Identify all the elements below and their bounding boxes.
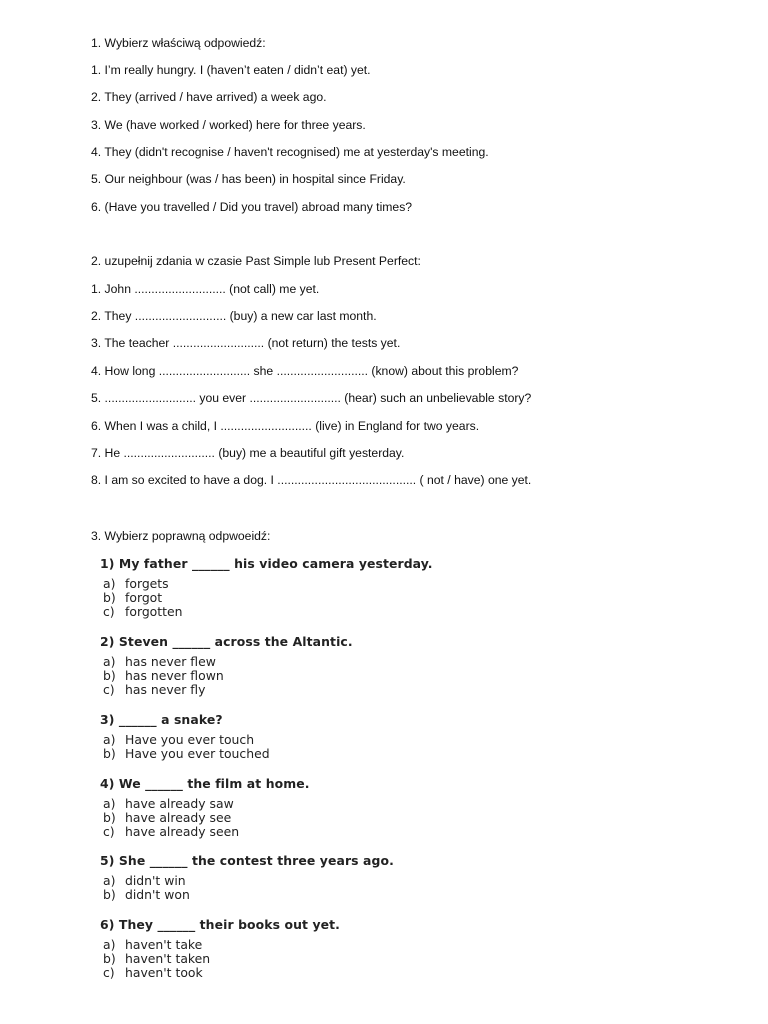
option-letter: c) [103, 824, 115, 839]
section2-item-3: 3. The teacher ........................... (not return) the tests yet. [91, 336, 401, 350]
section1-item-4: 4. They (didn't recognise / haven't recognised) me at yesterday's meeting. [91, 145, 489, 159]
quiz-question-1 [100, 556, 580, 619]
option-text: has never flown [125, 668, 224, 683]
section3-heading: 3. Wybierz poprawną odpwoeidź: [91, 529, 271, 543]
quiz-question-2 [100, 634, 580, 697]
option-letter: a) [103, 796, 116, 811]
answer-option[interactable] [103, 874, 580, 888]
answer-options [103, 577, 580, 619]
option-letter: c) [103, 965, 115, 980]
option-text: Have you ever touched [125, 746, 270, 761]
option-letter: c) [103, 604, 115, 619]
quiz-question-5 [100, 853, 580, 902]
section2-item-7: 7. He ........................... (buy) me a beautiful gift yesterday. [91, 446, 405, 460]
option-letter: b) [103, 590, 116, 605]
section2-item-8: 8. I am so excited to have a dog. I ......................................... ( not / have) one yet. [91, 473, 532, 487]
answer-option[interactable] [103, 577, 580, 591]
option-letter: b) [103, 887, 116, 902]
option-letter: a) [103, 937, 116, 952]
quiz-question-6 [100, 917, 580, 980]
option-letter: b) [103, 668, 116, 683]
section1-item-5: 5. Our neighbour (was / has been) in hospital since Friday. [91, 172, 406, 186]
section2-item-5: 5. ........................... you ever ........................... (hear) such an unbelievable story? [91, 391, 532, 405]
quiz-question-3 [100, 712, 580, 761]
answer-option[interactable] [103, 605, 580, 619]
option-letter: a) [103, 576, 116, 591]
section1-item-3: 3. We (have worked / worked) here for three years. [91, 118, 366, 132]
answer-options [103, 733, 580, 761]
answer-option[interactable] [103, 591, 580, 605]
answer-option[interactable] [103, 888, 580, 902]
section2-item-4: 4. How long ........................... she ........................... (know) about this problem? [91, 364, 519, 378]
answer-option[interactable] [103, 683, 580, 697]
option-letter: b) [103, 951, 116, 966]
answer-option[interactable] [103, 825, 580, 839]
option-letter: a) [103, 732, 116, 747]
option-text: forgotten [125, 604, 183, 619]
answer-options [103, 874, 580, 902]
option-letter: b) [103, 746, 116, 761]
section2-item-6: 6. When I was a child, I ........................... (live) in England for two years. [91, 419, 480, 433]
option-text: haven't taken [125, 951, 211, 966]
option-letter: c) [103, 682, 115, 697]
answer-options [103, 938, 580, 980]
answer-option[interactable] [103, 811, 580, 825]
question-text: 2) Steven ______ across the Altantic. [100, 634, 353, 649]
answer-option[interactable] [103, 655, 580, 669]
option-letter: a) [103, 654, 116, 669]
answer-option[interactable] [103, 952, 580, 966]
option-text: have already seen [125, 824, 240, 839]
option-text: have already saw [125, 796, 234, 811]
option-letter: a) [103, 873, 116, 888]
section1-heading: 1. Wybierz właściwą odpowiedź: [91, 36, 266, 50]
option-text: Have you ever touch [125, 732, 255, 747]
answer-option[interactable] [103, 733, 580, 747]
option-text: have already see [125, 810, 232, 825]
answer-option[interactable] [103, 797, 580, 811]
option-text: has never fly [125, 682, 206, 697]
answer-option[interactable] [103, 747, 580, 761]
answer-options [103, 797, 580, 839]
option-text: haven't take [125, 937, 203, 952]
quiz-question-4 [100, 776, 580, 839]
option-text: didn't won [125, 887, 190, 902]
answer-options [103, 655, 580, 697]
option-text: forgot [125, 590, 163, 605]
section2-heading: 2. uzupełnij zdania w czasie Past Simple lub Present Perfect: [91, 254, 421, 268]
section2-item-2: 2. They ........................... (buy) a new car last month. [91, 309, 377, 323]
answer-option[interactable] [103, 669, 580, 683]
option-text: has never flew [125, 654, 216, 669]
section1-item-1: 1. I’m really hungry. I (haven’t eaten / didn’t eat) yet. [91, 63, 371, 77]
option-text: forgets [125, 576, 169, 591]
section1-item-2: 2. They (arrived / have arrived) a week ago. [91, 90, 327, 104]
option-text: didn't win [125, 873, 186, 888]
answer-option[interactable] [103, 938, 580, 952]
answer-option[interactable] [103, 966, 580, 980]
question-text: 6) They ______ their books out yet. [100, 917, 340, 932]
question-text: 5) She ______ the contest three years ago. [100, 853, 394, 868]
option-letter: b) [103, 810, 116, 825]
option-text: haven't took [125, 965, 203, 980]
question-text: 1) My father ______ his video camera yesterday. [100, 556, 433, 571]
section2-item-1: 1. John ........................... (not call) me yet. [91, 282, 320, 296]
question-text: 4) We ______ the film at home. [100, 776, 310, 791]
section1-item-6: 6. (Have you travelled / Did you travel) abroad many times? [91, 200, 413, 214]
question-text: 3) ______ a snake? [100, 712, 223, 727]
